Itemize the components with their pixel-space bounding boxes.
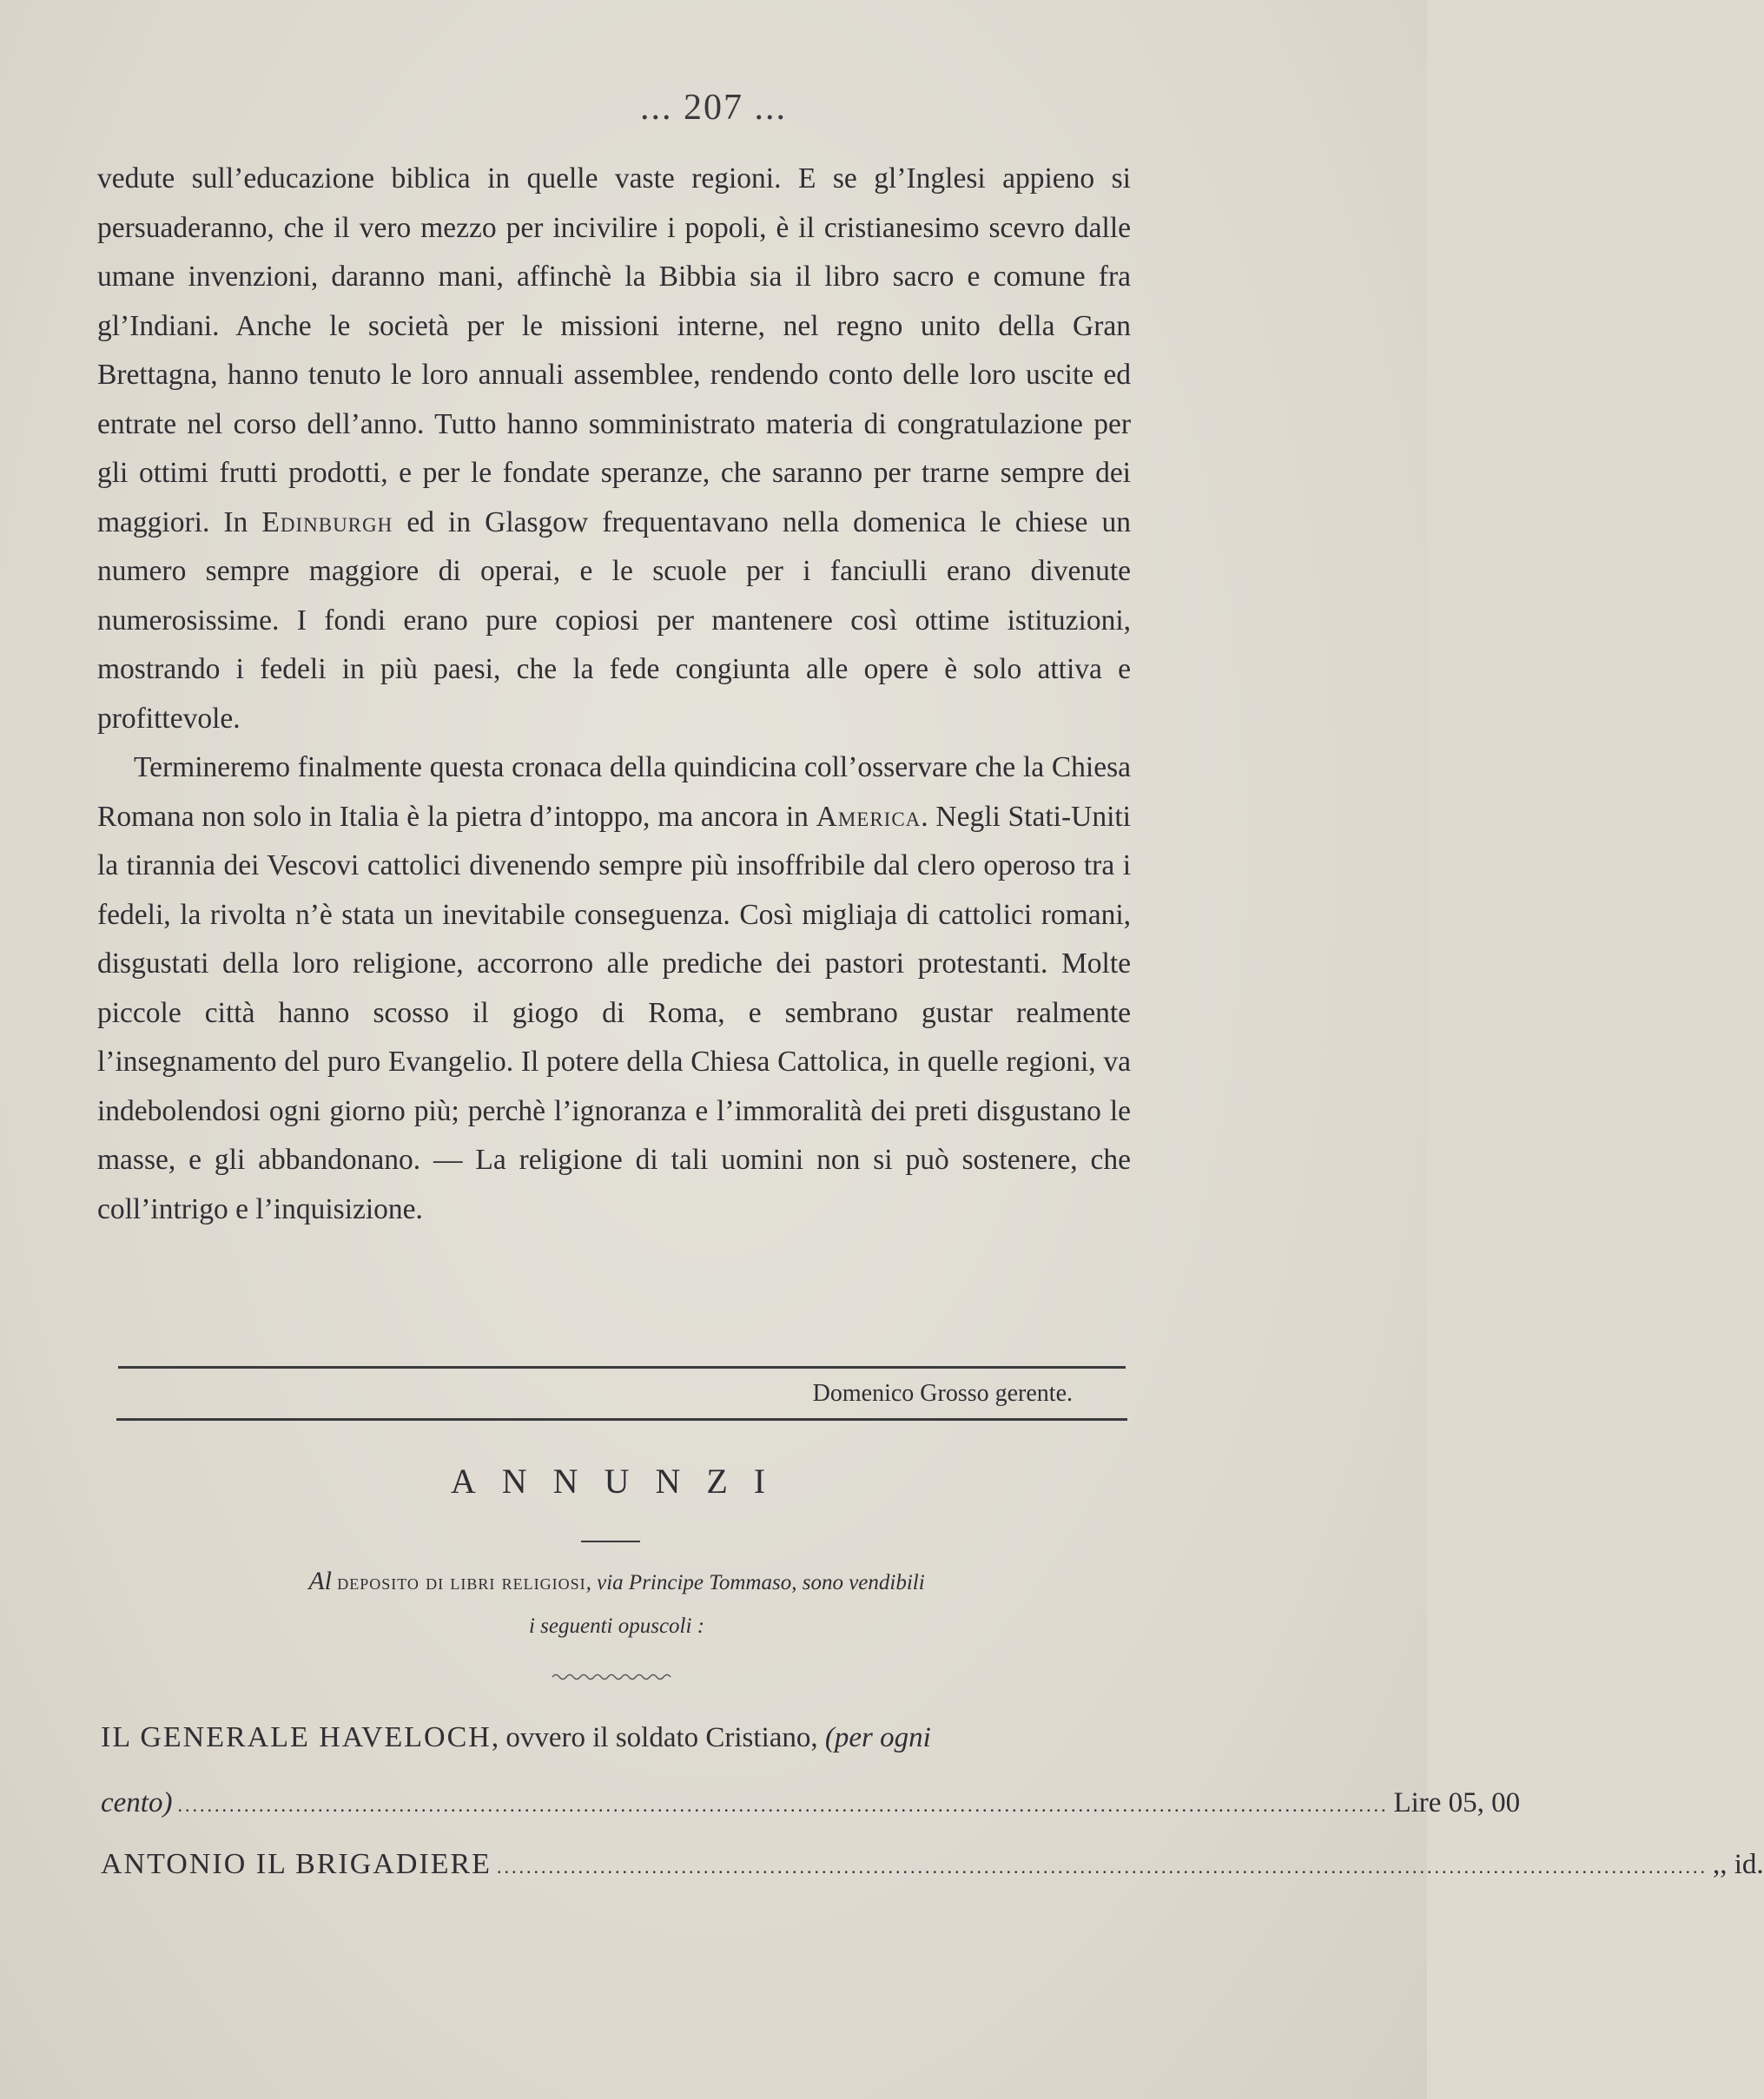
signature: Domenico Grosso gerente. xyxy=(812,1380,1073,1407)
listing-item-1-continued xyxy=(101,1787,1521,1819)
paragraph-text: . Negli Stati-Uniti la tirannia dei Vescovi cattolici divenendo sempre più insoffribile dal clero operoso tra i fedeli, la rivolta n’è stata un inevitabile conseguenza. Così migliaja di cattolici romani, disgustati della loro religione, accorrono alle prediche dei pastori protestanti. Molte piccole città hanno scosso il giogo di Roma, e sembrano gustar realmente l’insegnamento del puro Evangelio. Il potere della Chiesa Cattolica, in quelle regioni, va indebolendosi ogni giorno più; perchè l’ignoranza e l’immoralità dei preti disgustano le masse, e gli abbandonano. — La religione di tali uomini non si può sostenere, che coll’intrigo e l’inquisizione. xyxy=(97,800,1131,1225)
section-title-annunzi: ANNUNZI xyxy=(450,1462,792,1501)
item-1-price: Lire 05, 00 xyxy=(1393,1787,1521,1818)
small-caps-word: America xyxy=(816,800,922,833)
intro-line-1 xyxy=(139,1560,1094,1605)
paragraph-2 xyxy=(97,743,1131,1234)
small-caps-word: Edinburgh xyxy=(261,505,393,538)
paragraph-text: ed in Glasgow frequentavano nella domenica le chiese un numero sempre maggiore di operai, e le scuole per i fanciulli erano divenute numerosissime. I fondi erano pure copiosi per mantenere così ottime istituzioni, mostrando i fedeli in più paesi, che la fede congiunta alle opere è solo attiva e profittevole. xyxy=(97,505,1131,735)
title-underline xyxy=(581,1541,640,1542)
signature-rule-bottom xyxy=(116,1418,1127,1421)
item-1-note-open: (per ogni xyxy=(824,1722,931,1753)
paragraph-text: Termineremo finalmente questa cronaca della quindicina coll’osservare che la Chiesa Romana non solo in Italia è la pietra d’intoppo, ma ancora in xyxy=(97,751,1131,833)
item-1-title: IL GENERALE HAVELOCH xyxy=(101,1721,492,1753)
page-number: ... 207 ... xyxy=(640,88,787,128)
leader-dots: .................................................................................................................................................................... xyxy=(177,1794,1389,1816)
item-1-subtitle: , ovvero il soldato Cristiano, xyxy=(491,1722,818,1753)
annunzi-intro xyxy=(139,1560,1094,1648)
intro-lead: Al xyxy=(308,1567,332,1595)
item-2-price: ,, id. xyxy=(1712,1849,1764,1880)
intro-rest: , via Principe Tommaso, sono vendibili xyxy=(585,1571,925,1594)
item-1-note-close: cento) xyxy=(101,1787,173,1818)
article-body xyxy=(97,155,1131,1234)
intro-caps: deposito di libri religiosi xyxy=(337,1571,586,1594)
wavy-ornament xyxy=(552,1673,672,1681)
intro-line-2: i seguenti opuscoli : xyxy=(528,1614,705,1638)
paragraph-1 xyxy=(97,155,1131,743)
paragraph-text: vedute sull’educazione biblica in quelle vaste regioni. E se gl’Inglesi appieno si persuaderanno, che il vero mezzo per incivilire i popoli, è il cristianesimo scevro dalle umane invenzioni, daranno mani, affinchè la Bibbia sia il libro sacro e comune fra gl’Indiani. Anche le società per le missioni interne, nel regno unito della Gran Brettagna, hanno tenuto le loro annuali assemblee, rendendo conto delle loro uscite ed entrate nel corso dell’anno. Tutto hanno somministrato materia di congratulazione per gli ottimi frutti prodotti, e per le fondate speranze, che saranno per trarne sempre dei maggiori. In xyxy=(97,162,1131,538)
signature-rule-top xyxy=(118,1366,1126,1369)
item-2-title: ANTONIO IL BRIGADIERE xyxy=(101,1848,492,1880)
listing-item-2 xyxy=(101,1848,1764,1881)
listing-item-1 xyxy=(101,1721,1134,1754)
leader-dots: .................................................................................................................................................................... xyxy=(496,1856,1708,1878)
